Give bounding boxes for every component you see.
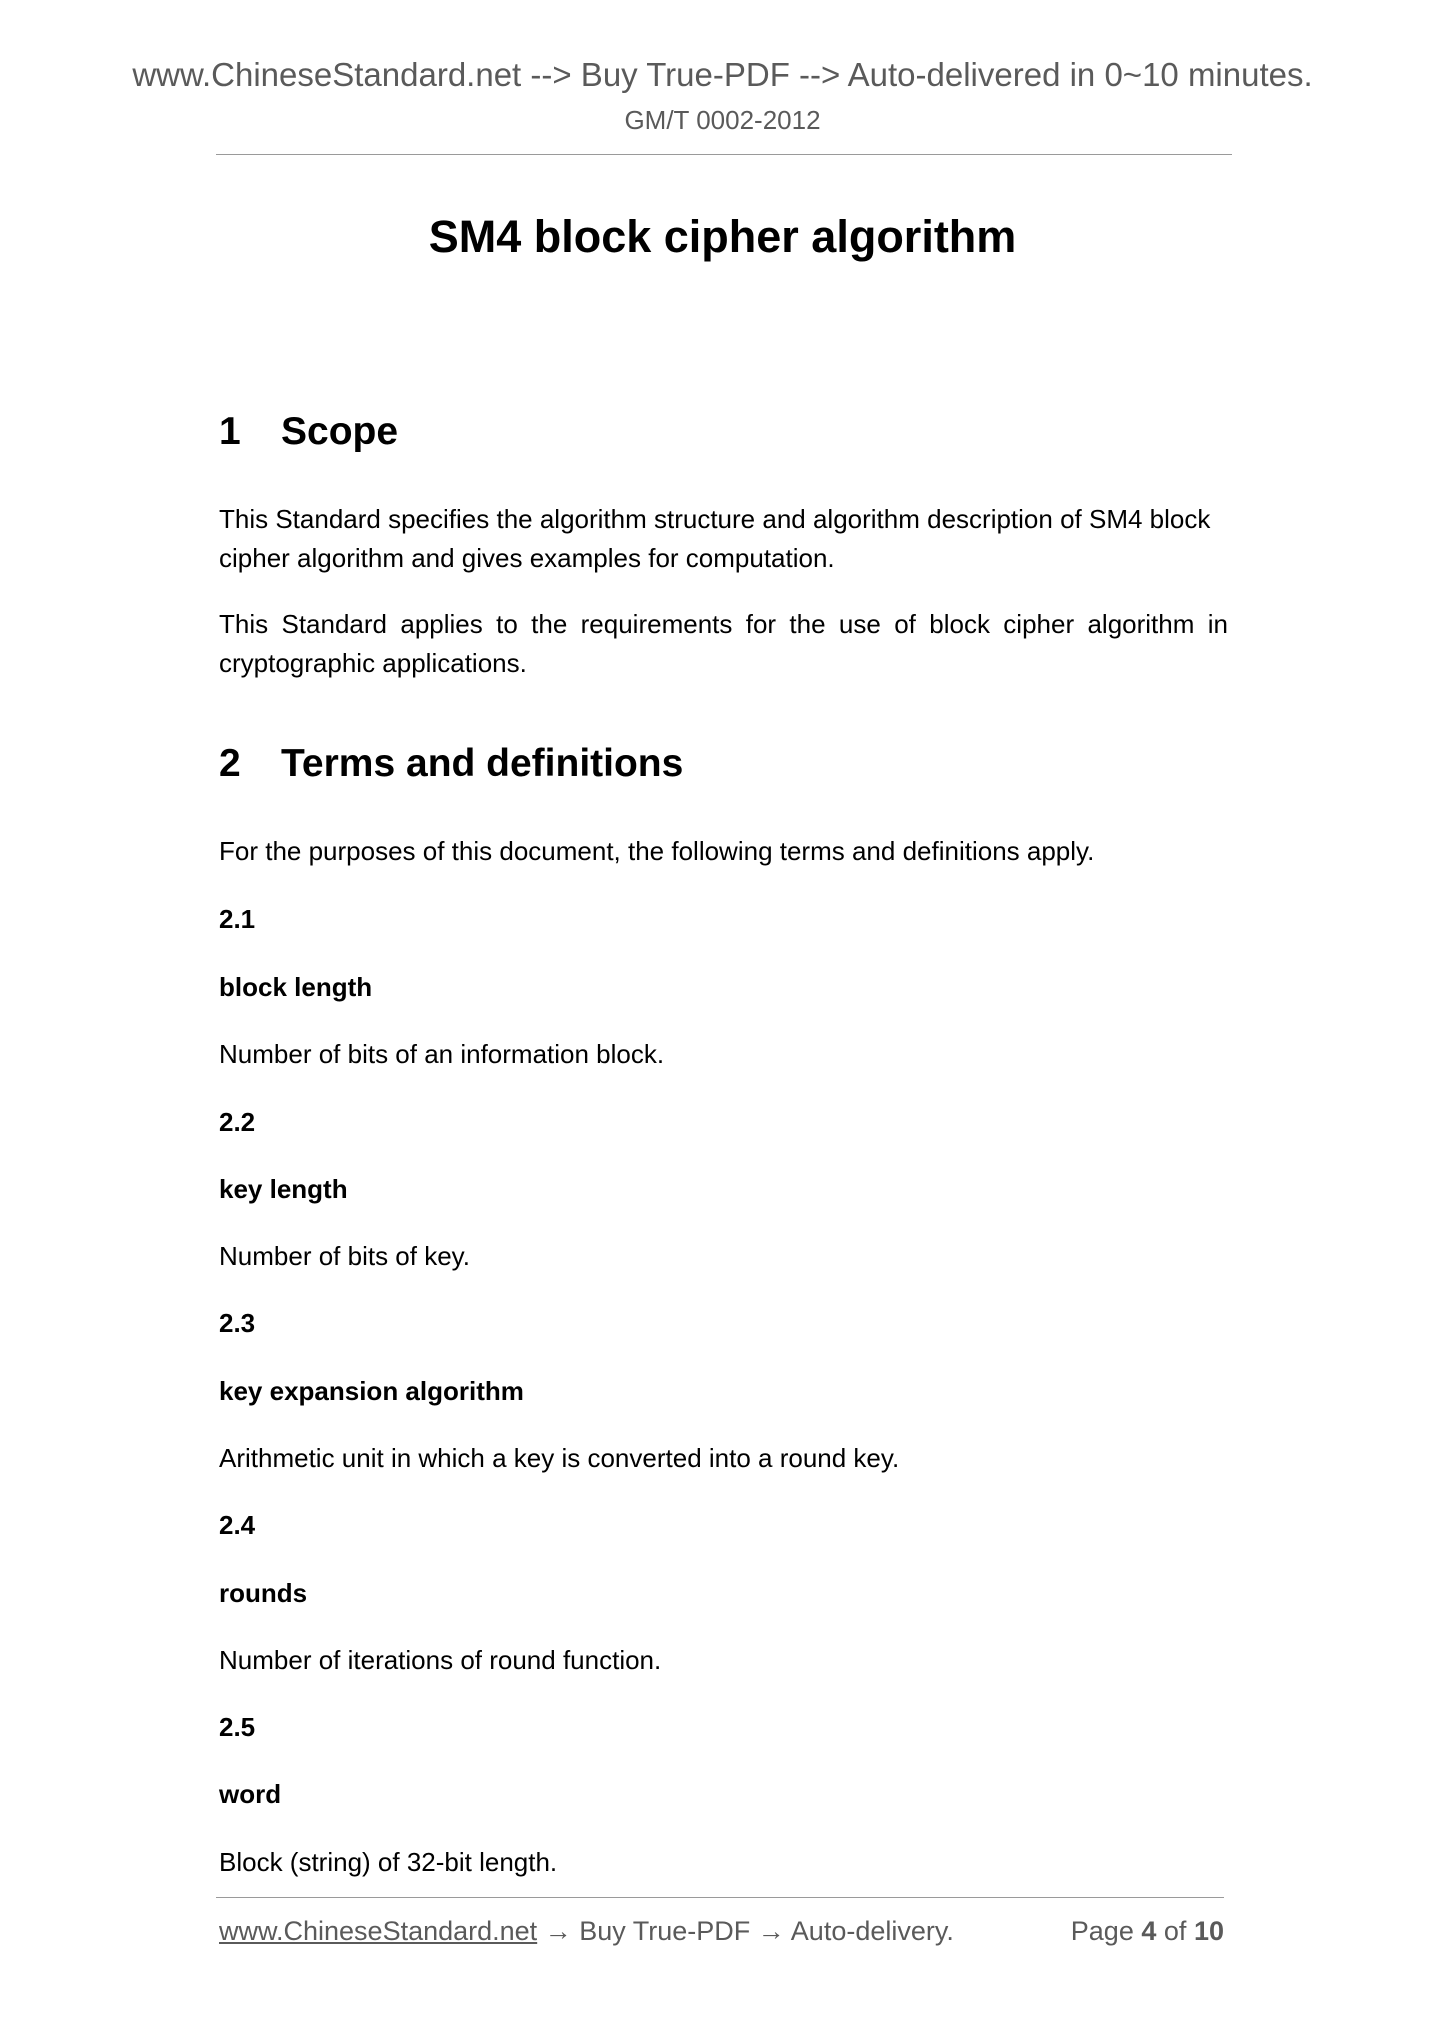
footer-divider [216,1897,1224,1898]
section-title: Terms and definitions [281,742,684,785]
footer-delivery-text: Auto-delivery. [790,1916,954,1946]
term-name: block length [219,972,373,1002]
scope-paragraph-1: This Standard specifies the algorithm structure and algorithm description of SM4 block cipher algorithm and gives examples for computation. [219,504,1211,573]
arrow-right-icon: → [757,1916,785,1946]
term-name: word [219,1779,282,1809]
term-number: 2.2 [219,1107,256,1137]
page-of-label: of [1163,1916,1187,1946]
term-definition: Number of bits of key. [219,1241,470,1271]
page-label: Page [1070,1916,1134,1946]
scope-paragraph-2: This Standard applies to the requirements for the use of block cipher algorithm in cryptographic applications. [219,609,1228,678]
section-number: 1 [219,410,241,453]
term-number: 2.4 [219,1510,256,1540]
footer-buy-text: Buy True-PDF [579,1916,751,1946]
term-number: 2.3 [219,1308,256,1338]
section-number: 2 [219,742,241,785]
document-title: SM4 block cipher algorithm [428,211,1017,262]
standard-code: GM/T 0002-2012 [624,105,821,135]
footer-site-link[interactable]: www.ChineseStandard.net [219,1916,538,1946]
term-name: key length [219,1174,348,1204]
terms-intro: For the purposes of this document, the following terms and definitions apply. [219,836,1095,866]
term-number: 2.1 [219,904,256,934]
header-divider [216,154,1232,155]
page-indicator [1071,1914,1224,1948]
term-name: key expansion algorithm [219,1376,524,1406]
top-banner: www.ChineseStandard.net --> Buy True-PDF --> Auto-delivered in 0~10 minutes. [132,56,1313,93]
term-definition: Number of bits of an information block. [219,1039,665,1069]
arrow-right-icon: → [544,1916,572,1946]
section-heading-scope [219,409,1228,455]
page-current: 4 [1141,1916,1157,1946]
page-footer [219,1914,1224,1948]
term-number: 2.5 [219,1712,256,1742]
section-heading-terms [219,741,1228,787]
term-definition: Block (string) of 32-bit length. [219,1847,558,1877]
section-title: Scope [281,410,399,453]
term-definition: Number of iterations of round function. [219,1645,662,1675]
term-definition: Arithmetic unit in which a key is converted into a round key. [219,1443,900,1473]
term-name: rounds [219,1578,308,1608]
page-total: 10 [1193,1916,1224,1946]
